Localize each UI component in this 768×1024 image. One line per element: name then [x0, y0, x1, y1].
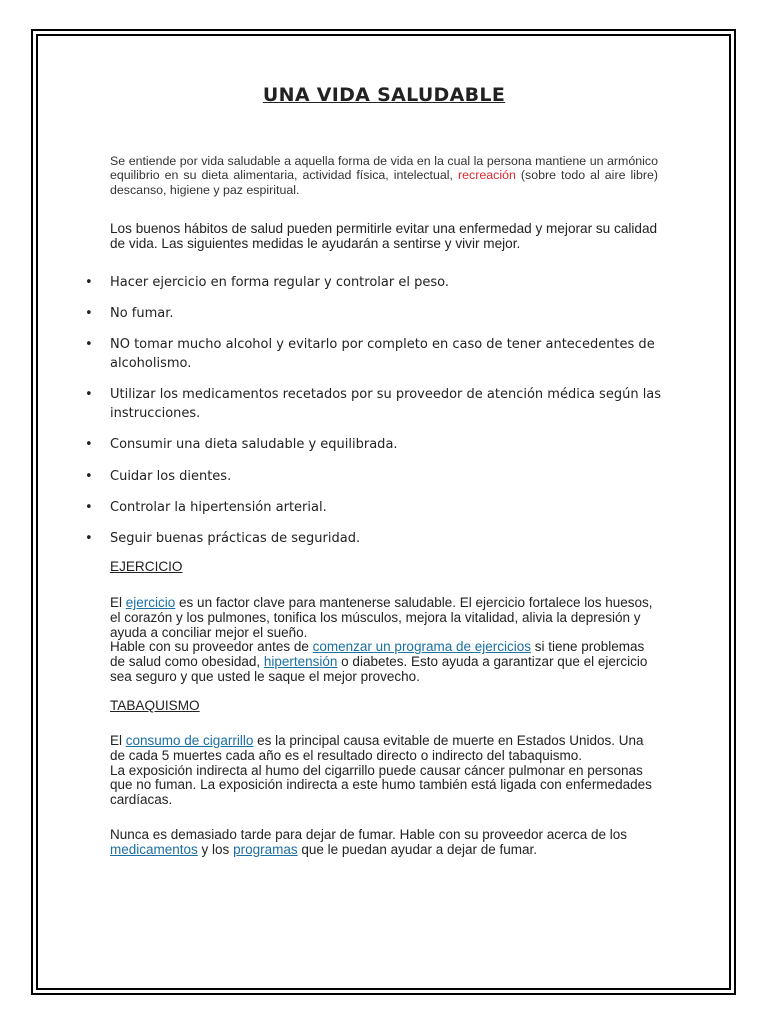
- exercise-link[interactable]: ejercicio: [125, 595, 176, 610]
- cigarette-consumption-link[interactable]: consumo de cigarrillo: [125, 733, 254, 748]
- exercise-heading: EJERCICIO: [110, 559, 183, 574]
- medications-link[interactable]: medicamentos: [110, 841, 198, 857]
- intro-text-2: (sobre todo al aire libre) descanso, higiene y paz espiritual.: [110, 168, 659, 197]
- exercise-program-link[interactable]: comenzar un programa de ejercicios: [312, 639, 531, 655]
- bullet-icon: •: [85, 469, 93, 484]
- bullet-icon: •: [85, 437, 93, 452]
- list-item: • Utilizar los medicamentos recetados por su proveedor de atención médica según las instrucciones.: [85, 387, 662, 421]
- list-item: • Controlar la hipertensión arterial.: [110, 499, 670, 518]
- list-item: • Hacer ejercicio en forma regular y controlar el peso.: [110, 274, 670, 293]
- smoking-heading: TABAQUISMO: [110, 698, 200, 713]
- programs-link[interactable]: programas: [233, 841, 298, 857]
- quit-smoking-paragraph: Nunca es demasiado tarde para dejar de fumar. Hable con su proveedor acerca de los medicamentos y los programas que le puedan ayudar a dejar de fumar.: [110, 827, 628, 857]
- intro-text-1: Se entiende por vida saludable a aquella forma de vida en la cual la persona mantiene un armónico equilibrio en su dieta alimentaria, actividad física, intelectual,: [110, 154, 658, 183]
- exercise-paragraph: El ejercicio es un factor clave para mantenerse saludable. El ejercicio fortalece los huesos, el corazón y los pulmones, tonifica los músculos, mejora la vitalidad, alivia la depresión y ayuda a conciliar mejor el sueño. Hable con su proveedor antes de comenzar un programa de ejercicios si tiene problemas de salud como obesidad, hipertensión o diabetes. Esto ayuda a garantizar que el ejercicio sea seguro y que usted le saque el mejor provecho.: [110, 595, 653, 684]
- bullet-icon: •: [85, 531, 93, 546]
- list-item: • NO tomar mucho alcohol y evitarlo por completo en caso de tener antecedentes de alcoholismo.: [85, 337, 655, 371]
- intro-highlight: recreación: [458, 168, 516, 183]
- bullet-icon: •: [85, 337, 93, 352]
- smoking-paragraph: El consumo de cigarrillo es la principal causa evitable de muerte en Estados Unidos. Una de cada 5 muertes cada año es el resultado directo o indirecto del tabaquismo. La exposición indirecta al humo del cigarrillo puede causar cáncer pulmonar en personas que no fuman. La exposición indirecta a este humo también está ligada con enfermedades cardíacas.: [110, 733, 652, 808]
- habits-paragraph: Los buenos hábitos de salud pueden permitirle evitar una enfermedad y mejorar su calidad de vida. Las siguientes medidas le ayudarán a sentirse y vivir mejor.: [110, 221, 658, 251]
- bullet-icon: •: [85, 306, 93, 321]
- list-item: • No fumar.: [110, 305, 670, 324]
- intro-paragraph: [110, 154, 658, 197]
- bullet-icon: •: [85, 275, 93, 290]
- page-title: UNA VIDA SALUDABLE: [262, 84, 506, 106]
- list-item: • Cuidar los dientes.: [110, 468, 670, 487]
- list-item: • Consumir una dieta saludable y equilibrada.: [110, 436, 670, 455]
- list-item: • Seguir buenas prácticas de seguridad.: [110, 530, 670, 549]
- bullet-icon: •: [85, 387, 93, 402]
- bullet-icon: •: [85, 500, 93, 515]
- hypertension-link[interactable]: hipertensión: [263, 654, 338, 670]
